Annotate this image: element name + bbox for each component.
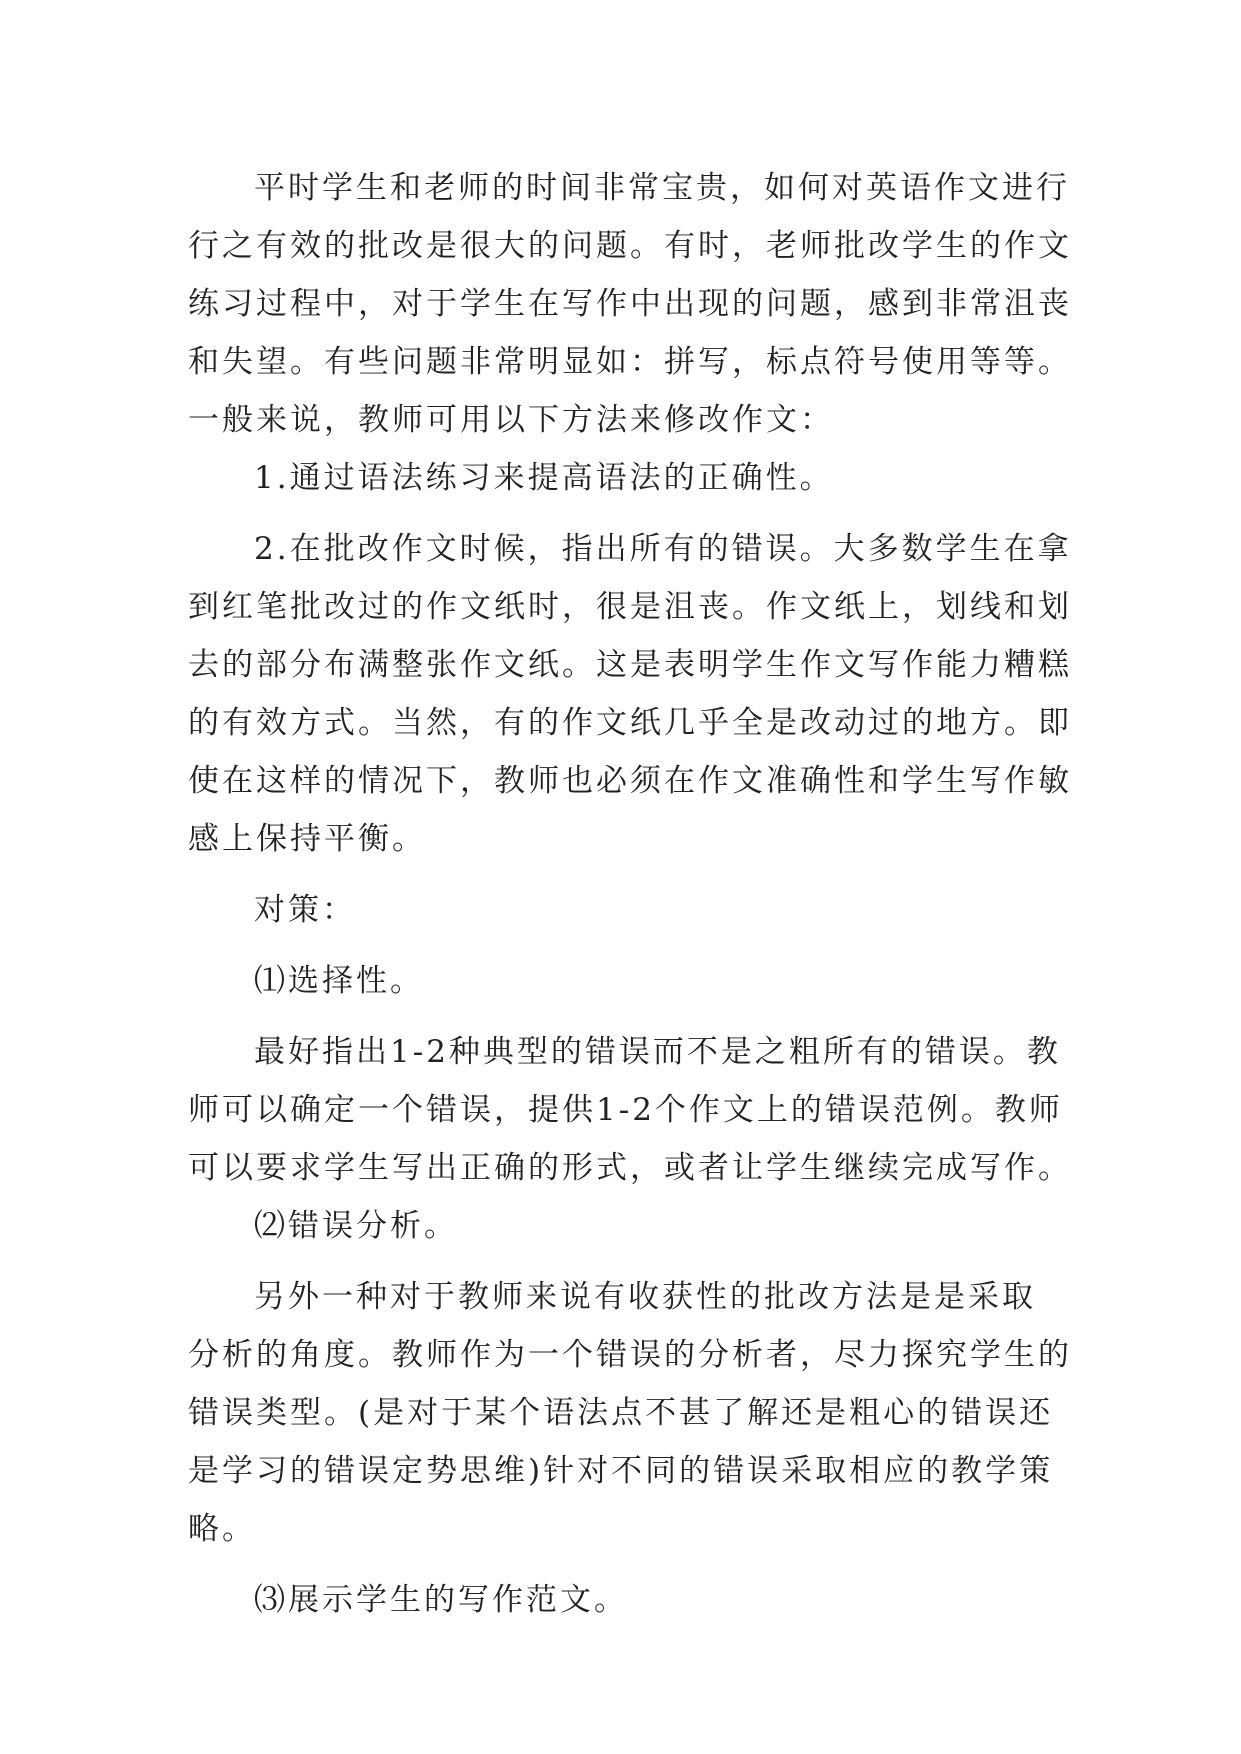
- paragraph-intro: [188, 159, 1072, 449]
- method-item-1: 1.通过语法练习来提高语法的正确性。: [254, 460, 834, 496]
- text-line: 略。: [188, 1511, 256, 1547]
- text-line: 感上保持平衡。: [188, 821, 426, 857]
- method-item-2: [188, 520, 1072, 868]
- text-line: 一般来说，教师可用以下方法来修改作文：: [188, 402, 834, 438]
- text-line: 到红笔批改过的作文纸时，很是沮丧。作文纸上，划线和划: [188, 589, 1072, 625]
- text-line: 平时学生和老师的时间非常宝贵，如何对英语作文进行: [254, 170, 1070, 206]
- point-2-heading: ⑵错误分析。: [254, 1208, 458, 1244]
- point-2-body: [188, 1268, 1072, 1558]
- strategy-label: 对策：: [254, 892, 356, 928]
- text-line: 错误类型。(是对于某个语法点不甚了解还是粗心的错误还: [188, 1395, 1054, 1431]
- point-1-heading: ⑴选择性。: [254, 963, 424, 999]
- text-line: 师可以确定一个错误，提供1-2个作文上的错误范例。教师: [188, 1092, 1063, 1128]
- text-line: 另外一种对于教师来说有收获性的批改方法是是采取: [254, 1279, 1036, 1315]
- text-line: 2.在批改作文时候，指出所有的错误。大多数学生在拿: [254, 531, 1072, 567]
- text-line: 行之有效的批改是很大的问题。有时，老师批改学生的作文: [188, 228, 1072, 264]
- text-line: 去的部分布满整张作文纸。这是表明学生作文写作能力糟糕: [188, 647, 1072, 683]
- text-line: 练习过程中，对于学生在写作中出现的问题，感到非常沮丧: [188, 286, 1072, 322]
- point-1-body: [188, 1023, 1072, 1197]
- document-body: [188, 159, 1072, 1629]
- point-3-heading: ⑶展示学生的写作范文。: [254, 1582, 628, 1618]
- text-line: 使在这样的情况下，教师也必须在作文准确性和学生写作敏: [188, 763, 1072, 799]
- text-line: 分析的角度。教师作为一个错误的分析者，尽力探究学生的: [188, 1337, 1072, 1373]
- text-line: 和失望。有些问题非常明显如：拼写，标点符号使用等等。: [188, 344, 1072, 380]
- text-line: 是学习的错误定势思维)针对不同的错误采取相应的教学策: [188, 1453, 1054, 1489]
- text-line: 最好指出1-2种典型的错误而不是之粗所有的错误。教: [254, 1034, 1061, 1070]
- text-line: 的有效方式。当然，有的作文纸几乎全是改动过的地方。即: [188, 705, 1072, 741]
- text-line: 可以要求学生写出正确的形式，或者让学生继续完成写作。: [188, 1150, 1072, 1186]
